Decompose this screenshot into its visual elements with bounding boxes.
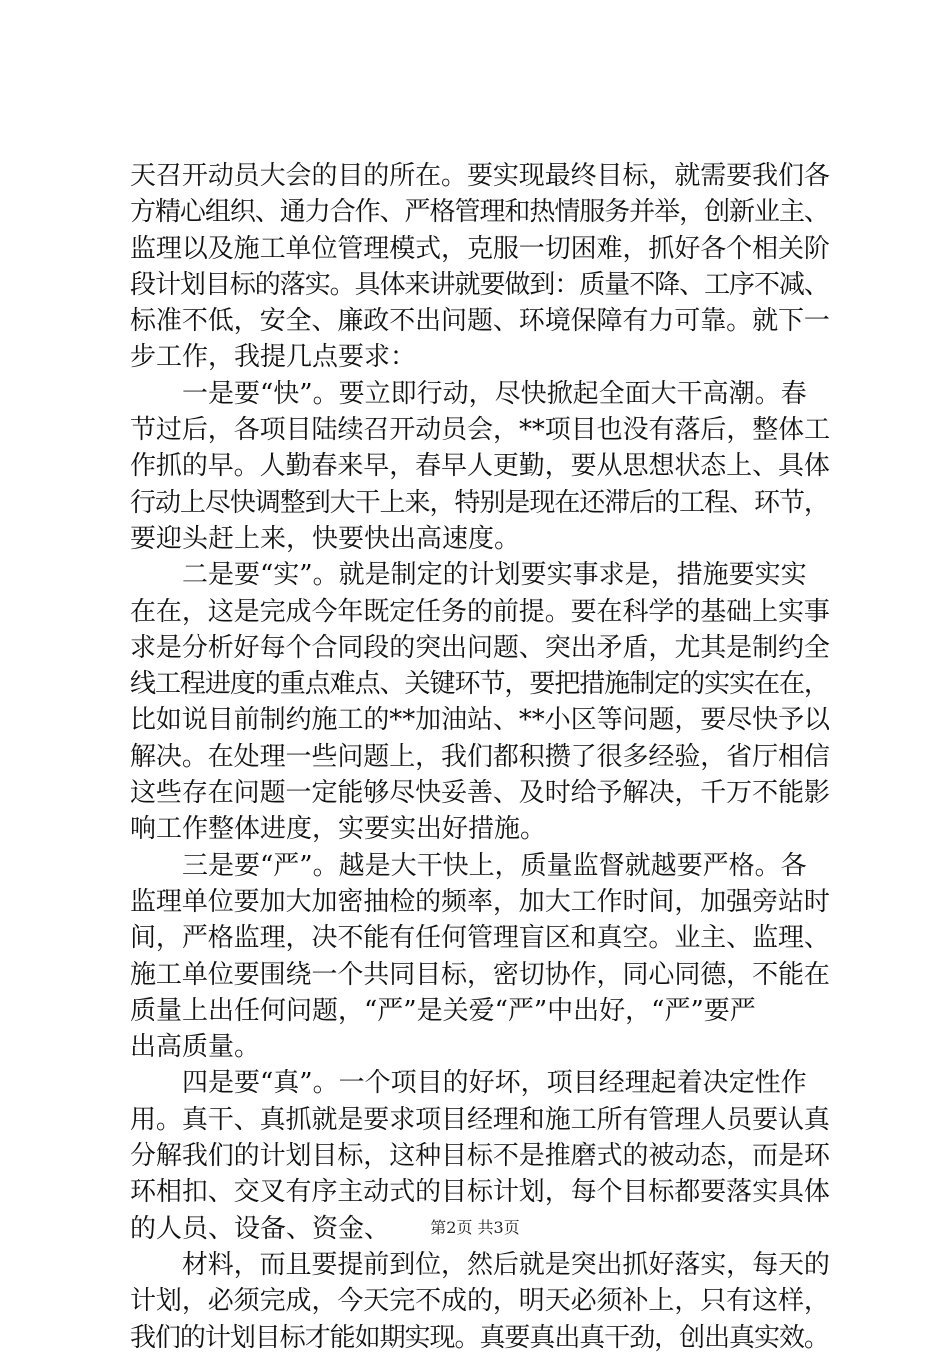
text-line: 一是要“快”。要立即行动，尽快掀起全面大干高潮。春 — [130, 378, 807, 409]
text-line: 计划，必须完成，今天完不成的，明天必须补上，只有这样， — [130, 1286, 830, 1317]
text-line: 这些存在问题一定能够尽快妥善、及时给予解决，千万不能影 — [130, 778, 830, 809]
text-line: 天召开动员大会的目的所在。要实现最终目标，就需要我们各 — [130, 161, 830, 191]
text-line: 分解我们的计划目标，这种目标不是推磨式的被动态，而是环 — [130, 1141, 830, 1172]
text-line: 求是分析好每个合同段的突出问题、突出矛盾，尤其是制约全 — [130, 632, 830, 663]
text-line: 线工程进度的重点难点、关键环节，要把措施制定的实实在在， — [130, 669, 829, 700]
text-line: 环相扣、交叉有序主动式的目标计划，每个目标都要落实具体 — [130, 1177, 830, 1208]
text-line: 出高质量。 — [130, 1032, 261, 1063]
text-line: 四是要“真”。一个项目的好坏，项目经理起着决定性作 — [130, 1068, 807, 1099]
text-line: 间，严格监理，决不能有任何管理盲区和真空。业主、监理、 — [130, 923, 830, 954]
text-line: 节过后，各项目陆续召开动员会，**项目也没有落后，整体工 — [130, 415, 831, 446]
text-line: 比如说目前制约施工的**加油站、**小区等问题，要尽快予以 — [130, 705, 830, 736]
text-line: 二是要“实”。就是制定的计划要实事求是，措施要实实 — [130, 560, 807, 591]
text-line: 三是要“严”。越是大干快上，质量监督就越要严格。各 — [130, 850, 807, 881]
text-line: 标准不低，安全、廉政不出问题、环境保障有力可靠。就下一 — [130, 306, 830, 337]
text-line: 解决。在处理一些问题上，我们都积攒了很多经验，省厅相信 — [130, 741, 830, 772]
document-body — [130, 158, 830, 1356]
text-line: 材料，而且要提前到位，然后就是突出抓好落实，每天的 — [130, 1249, 830, 1280]
text-line: 方精心组织、通力合作、严格管理和热情服务并举，创新业主、 — [130, 197, 829, 228]
text-line: 作抓的早。人勤春来早，春早人更勤，要从思想状态上、具体 — [130, 451, 830, 482]
text-line: 施工单位要围绕一个共同目标，密切协作，同心同德，不能在 — [130, 959, 830, 990]
text-line: 质量上出任何问题，“严”是关爱“严”中出好，“严”要严 — [130, 995, 756, 1026]
text-line: 监理单位要加大加密抽检的频率，加大工作时间，加强旁站时 — [130, 886, 830, 917]
text-line: 要迎头赶上来，快要快出高速度。 — [130, 523, 521, 554]
text-line: 监理以及施工单位管理模式，克服一切困难，抓好各个相关阶 — [130, 233, 830, 264]
text-line: 步工作，我提几点要求： — [130, 342, 417, 373]
text-line: 在在，这是完成今年既定任务的前提。要在科学的基础上实事 — [130, 596, 830, 627]
text-line: 的人员、设备、资金、 — [130, 1213, 391, 1244]
text-line: 行动上尽快调整到大干上来，特别是现在还滞后的工程、环节， — [130, 487, 829, 518]
page-number-footer: 第2页 共3页 — [430, 1218, 520, 1237]
text-line: 响工作整体进度，实要实出好措施。 — [130, 814, 547, 845]
text-line: 用。真干、真抓就是要求项目经理和施工所有管理人员要认真 — [130, 1104, 830, 1135]
text-line: 段计划目标的落实。具体来讲就要做到：质量不降、工序不减、 — [130, 269, 829, 300]
text-line: 我们的计划目标才能如期实现。真要真出真干劲，创出真实效。 — [130, 1322, 829, 1353]
